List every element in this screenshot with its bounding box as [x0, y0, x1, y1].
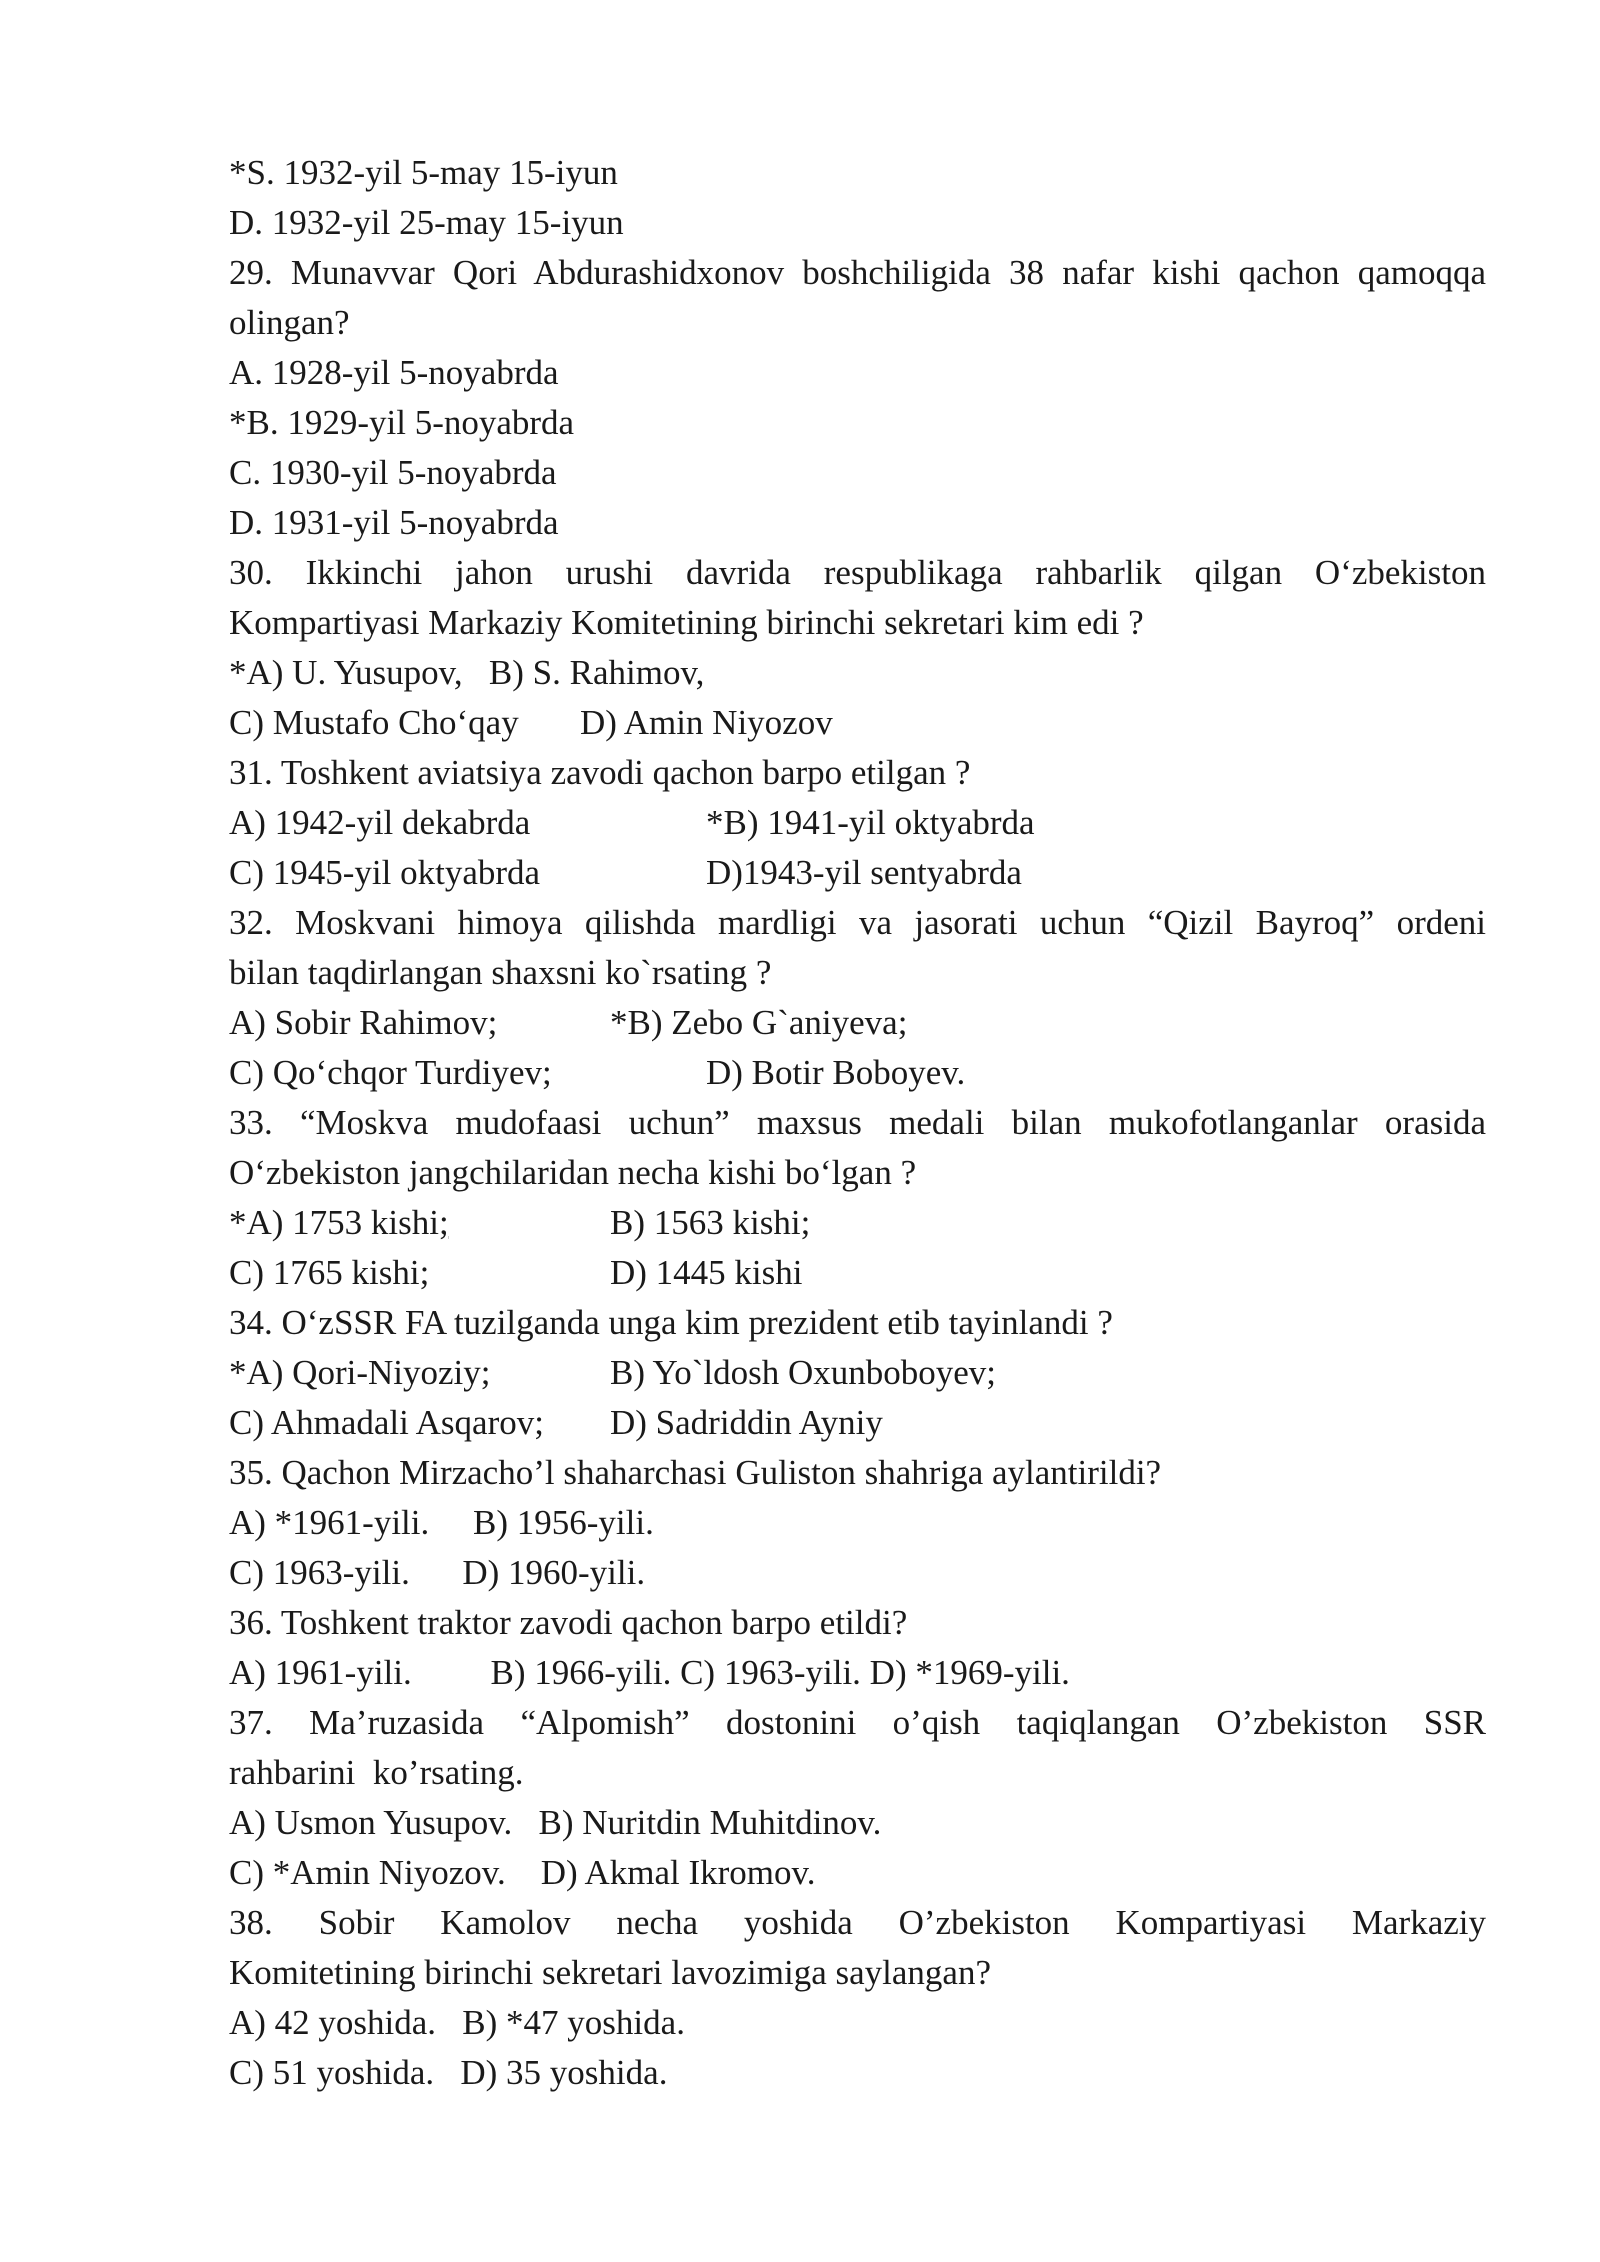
- question-33-text-cont: O‘zbekiston jangchilaridan necha kishi bo‘lgan ?: [229, 1153, 917, 1192]
- question-35-text: 35. Qachon Mirzacho’l shaharchasi Guliston shahriga aylantirildi?: [229, 1453, 1162, 1492]
- question-33-text: 33. “Moskva mudofaasi uchun” maxsus medali bilan mukofotlanganlar orasida: [229, 1103, 1486, 1142]
- answer-option: C) 1945-yil oktyabrda: [229, 853, 541, 892]
- answer-option: C. 1930-yil 5-noyabrda: [229, 453, 557, 492]
- answer-option: D. 1932-yil 25-may 15-iyun: [229, 203, 624, 242]
- answer-options-row: *A) U. Yusupov, B) S. Rahimov,: [229, 653, 705, 692]
- document-page: [229, 148, 1486, 2098]
- underlined-punctuation: ;: [439, 1203, 449, 1242]
- question-32-text-cont: bilan taqdirlangan shaxsni ko`rsating ?: [229, 953, 772, 992]
- answer-options-row: A) Usmon Yusupov. B) Nuritdin Muhitdinov.: [229, 1803, 882, 1842]
- answer-option: C) Qo‘chqor Turdiyev;: [229, 1053, 552, 1092]
- answer-options-row: A) *1961-yili. B) 1956-yili.: [229, 1503, 654, 1542]
- answer-options-row: [229, 1398, 1486, 1448]
- answer-option: *S. 1932-yil 5-may 15-iyun: [229, 153, 618, 192]
- question-32-text: 32. Moskvani himoya qilishda mardligi va jasorati uchun “Qizil Bayroq” ordeni: [229, 903, 1486, 942]
- answer-option: A. 1928-yil 5-noyabrda: [229, 353, 559, 392]
- question-37-text-cont: rahbarini ko’rsating.: [229, 1753, 524, 1792]
- question-31-text: 31. Toshkent aviatsiya zavodi qachon barpo etilgan ?: [229, 753, 971, 792]
- answer-option: *A) 1753 kishi: [229, 1203, 439, 1242]
- answer-option: D) 1445 kishi: [610, 1253, 803, 1292]
- answer-options-row: [229, 1198, 1486, 1248]
- question-34-text: 34. O‘zSSR FA tuzilganda unga kim prezident etib tayinlandi ?: [229, 1303, 1113, 1342]
- question-30-text-cont: Kompartiyasi Markaziy Komitetining birinchi sekretari kim edi ?: [229, 603, 1144, 642]
- answer-options-row: C) 51 yoshida. D) 35 yoshida.: [229, 2053, 668, 2092]
- answer-option: D. 1931-yil 5-noyabrda: [229, 503, 559, 542]
- question-36-text: 36. Toshkent traktor zavodi qachon barpo etildi?: [229, 1603, 908, 1642]
- answer-option: D) Sadriddin Ayniy: [610, 1403, 883, 1442]
- answer-option: C) Ahmadali Asqarov;: [229, 1403, 544, 1442]
- answer-option: B) Yo`ldosh Oxunboboyev;: [610, 1353, 997, 1392]
- answer-options-row: [229, 848, 1486, 898]
- answer-option: B) 1563 kishi;: [610, 1203, 811, 1242]
- answer-option: D)1943-yil sentyabrda: [706, 853, 1022, 892]
- answer-option: *A) Qori-Niyoziy;: [229, 1353, 491, 1392]
- answer-options-row: A) 42 yoshida. B) *47 yoshida.: [229, 2003, 685, 2042]
- answer-option: D) Botir Boboyev.: [706, 1053, 966, 1092]
- answer-option: A) Sobir Rahimov;: [229, 1003, 498, 1042]
- question-29-text: 29. Munavvar Qori Abdurashidxonov boshchiligida 38 nafar kishi qachon qamoqqa: [229, 253, 1486, 292]
- question-30-text: 30. Ikkinchi jahon urushi davrida respublikaga rahbarlik qilgan O‘zbekiston: [229, 553, 1486, 592]
- question-38-text-cont: Komitetining birinchi sekretari lavozimiga saylangan?: [229, 1953, 991, 1992]
- answer-option: A) 1942-yil dekabrda: [229, 803, 531, 842]
- question-38-text: 38. Sobir Kamolov necha yoshida O’zbekiston Kompartiyasi Markaziy: [229, 1903, 1486, 1942]
- answer-options-row: [229, 1048, 1486, 1098]
- question-37-text: 37. Ma’ruzasida “Alpomish” dostonini o’qish taqiqlangan O’zbekiston SSR: [229, 1703, 1486, 1742]
- answer-options-row: [229, 798, 1486, 848]
- answer-option: *B. 1929-yil 5-noyabrda: [229, 403, 575, 442]
- answer-option: C) 1765 kishi;: [229, 1253, 430, 1292]
- answer-options-row: A) 1961-yili. B) 1966-yili. C) 1963-yili. D) *1969-yili.: [229, 1653, 1070, 1692]
- answer-option: *B) 1941-yil oktyabrda: [706, 803, 1035, 842]
- answer-options-row: [229, 1248, 1486, 1298]
- answer-option: *B) Zebo G`aniyeva: [610, 1003, 898, 1042]
- answer-options-row: C) *Amin Niyozov. D) Akmal Ikromov.: [229, 1853, 816, 1892]
- answer-options-row: [229, 1348, 1486, 1398]
- answer-options-row: [229, 998, 1486, 1048]
- question-29-text-cont: olingan?: [229, 303, 350, 342]
- answer-options-row: C) 1963-yili. D) 1960-yili.: [229, 1553, 646, 1592]
- answer-options-row: C) Mustafo Cho‘qay D) Amin Niyozov: [229, 703, 833, 742]
- underlined-punctuation: ;: [897, 1003, 908, 1042]
